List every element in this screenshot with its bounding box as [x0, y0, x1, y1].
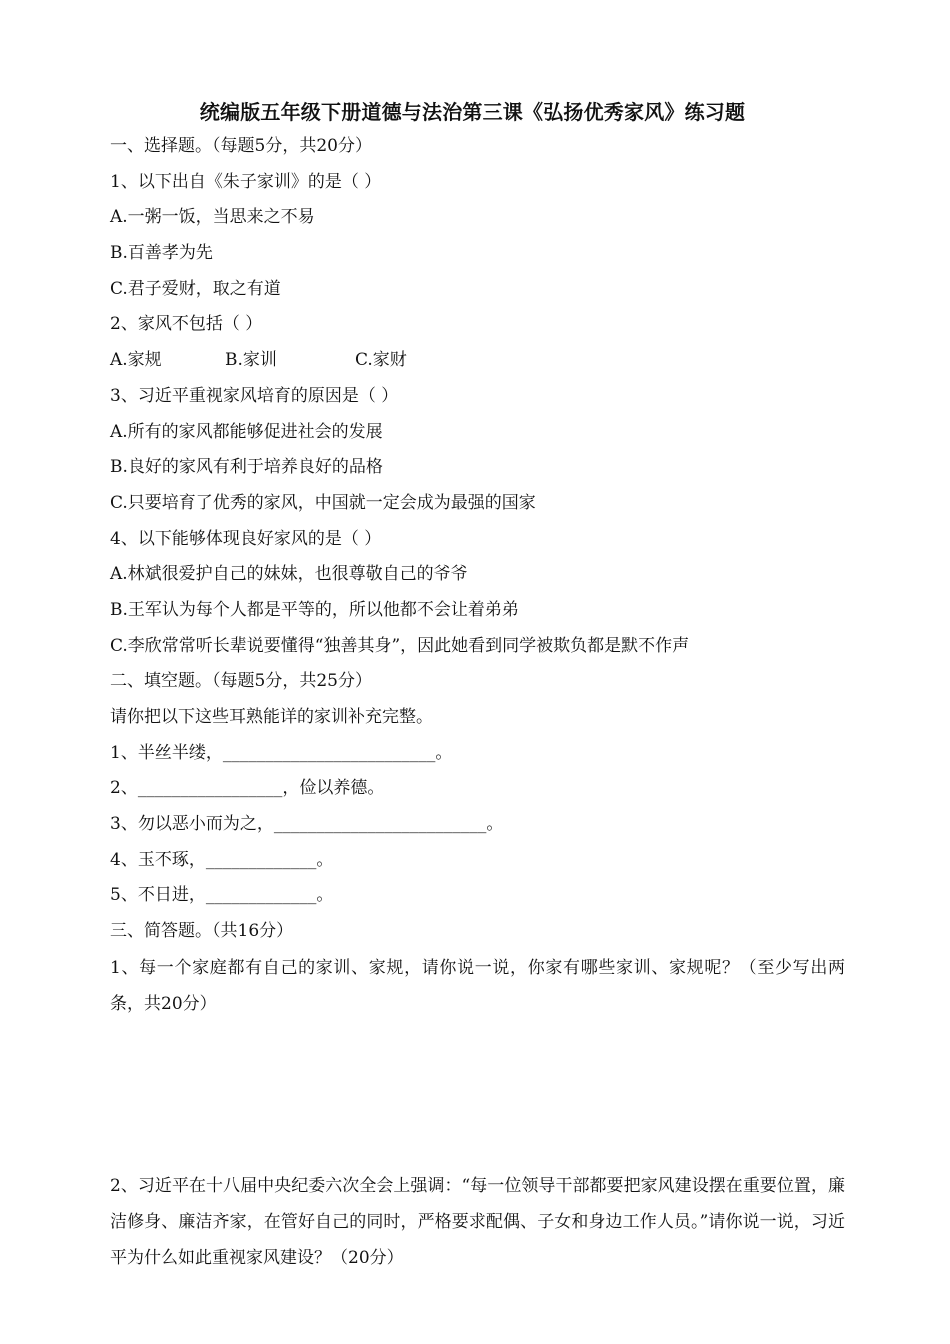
fill-blank-item-4: 4、玉不琢，_____________。 — [110, 849, 334, 870]
question-3-stem: 3、习近平重视家风培育的原因是（ ） — [110, 385, 399, 406]
fill-blank-item-1: 1、半丝半缕，_________________________。 — [110, 742, 453, 763]
question-1-option-c: C.君子爱财，取之有道 — [110, 278, 281, 299]
question-2-option-c: C.家财 — [355, 350, 407, 371]
question-2-options — [110, 343, 845, 379]
fill-blank-intro: 请你把以下这些耳熟能详的家训补充完整。 — [110, 707, 433, 727]
question-1-option-a: A.一粥一饭，当思来之不易 — [110, 207, 315, 228]
short-answer-question-1: 1、每一个家庭都有自己的家训、家规，请你说一说，你家有哪些家训、家规呢？（至少写出两条，共20分） — [110, 957, 845, 1014]
question-3-option-a: A.所有的家风都能够促进社会的发展 — [110, 421, 383, 442]
fill-blank-item-5: 5、不日进，_____________。 — [110, 885, 334, 906]
question-4-option-b: B.王军认为每个人都是平等的，所以他都不会让着弟弟 — [110, 599, 519, 620]
question-2-option-b: B.家训 — [225, 350, 277, 371]
page-title: 统编版五年级下册道德与法治第三课《弘扬优秀家风》练习题 — [199, 100, 746, 124]
short-answer-question-2: 2、习近平在十八届中央纪委六次全会上强调：“每一位领导干部都要把家风建设摆在重要位置，廉洁修身、廉洁齐家，在管好自己的同时，严格要求配偶、子女和身边工作人员。”请你说一说，习近平为什么如此重视家风建设？（20分） — [110, 1175, 845, 1268]
question-1-option-b: B.百善孝为先 — [110, 243, 213, 264]
question-2-option-a: A.家规 — [110, 350, 162, 371]
question-2-stem: 2、家风不包括（ ） — [110, 314, 263, 335]
section-heading-choice: 一、选择题。（每题5分，共20分） — [110, 136, 372, 156]
question-4-stem: 4、以下能够体现良好家风的是（ ） — [110, 528, 382, 549]
section-heading-short-answer: 三、简答题。（共16分） — [110, 921, 294, 942]
worksheet-page — [110, 95, 845, 1276]
fill-blank-item-2: 2、_________________，俭以养德。 — [110, 778, 385, 799]
question-4-option-c: C.李欣常常听长辈说要懂得“独善其身”，因此她看到同学被欺负都是默不作声 — [110, 635, 690, 656]
question-4-option-a: A.林斌很爱护自己的妹妹，也很尊敬自己的爷爷 — [110, 564, 468, 585]
question-3-option-b: B.良好的家风有利于培养良好的品格 — [110, 457, 383, 478]
fill-blank-item-3: 3、勿以恶小而为之，_________________________。 — [110, 814, 504, 835]
question-3-option-c: C.只要培育了优秀的家风，中国就一定会成为最强的国家 — [110, 492, 536, 513]
answer-space — [110, 1022, 845, 1168]
section-heading-fill-blank: 二、填空题。（每题5分，共25分） — [110, 671, 372, 692]
question-1-stem: 1、以下出自《朱子家训》的是（ ） — [110, 171, 382, 192]
